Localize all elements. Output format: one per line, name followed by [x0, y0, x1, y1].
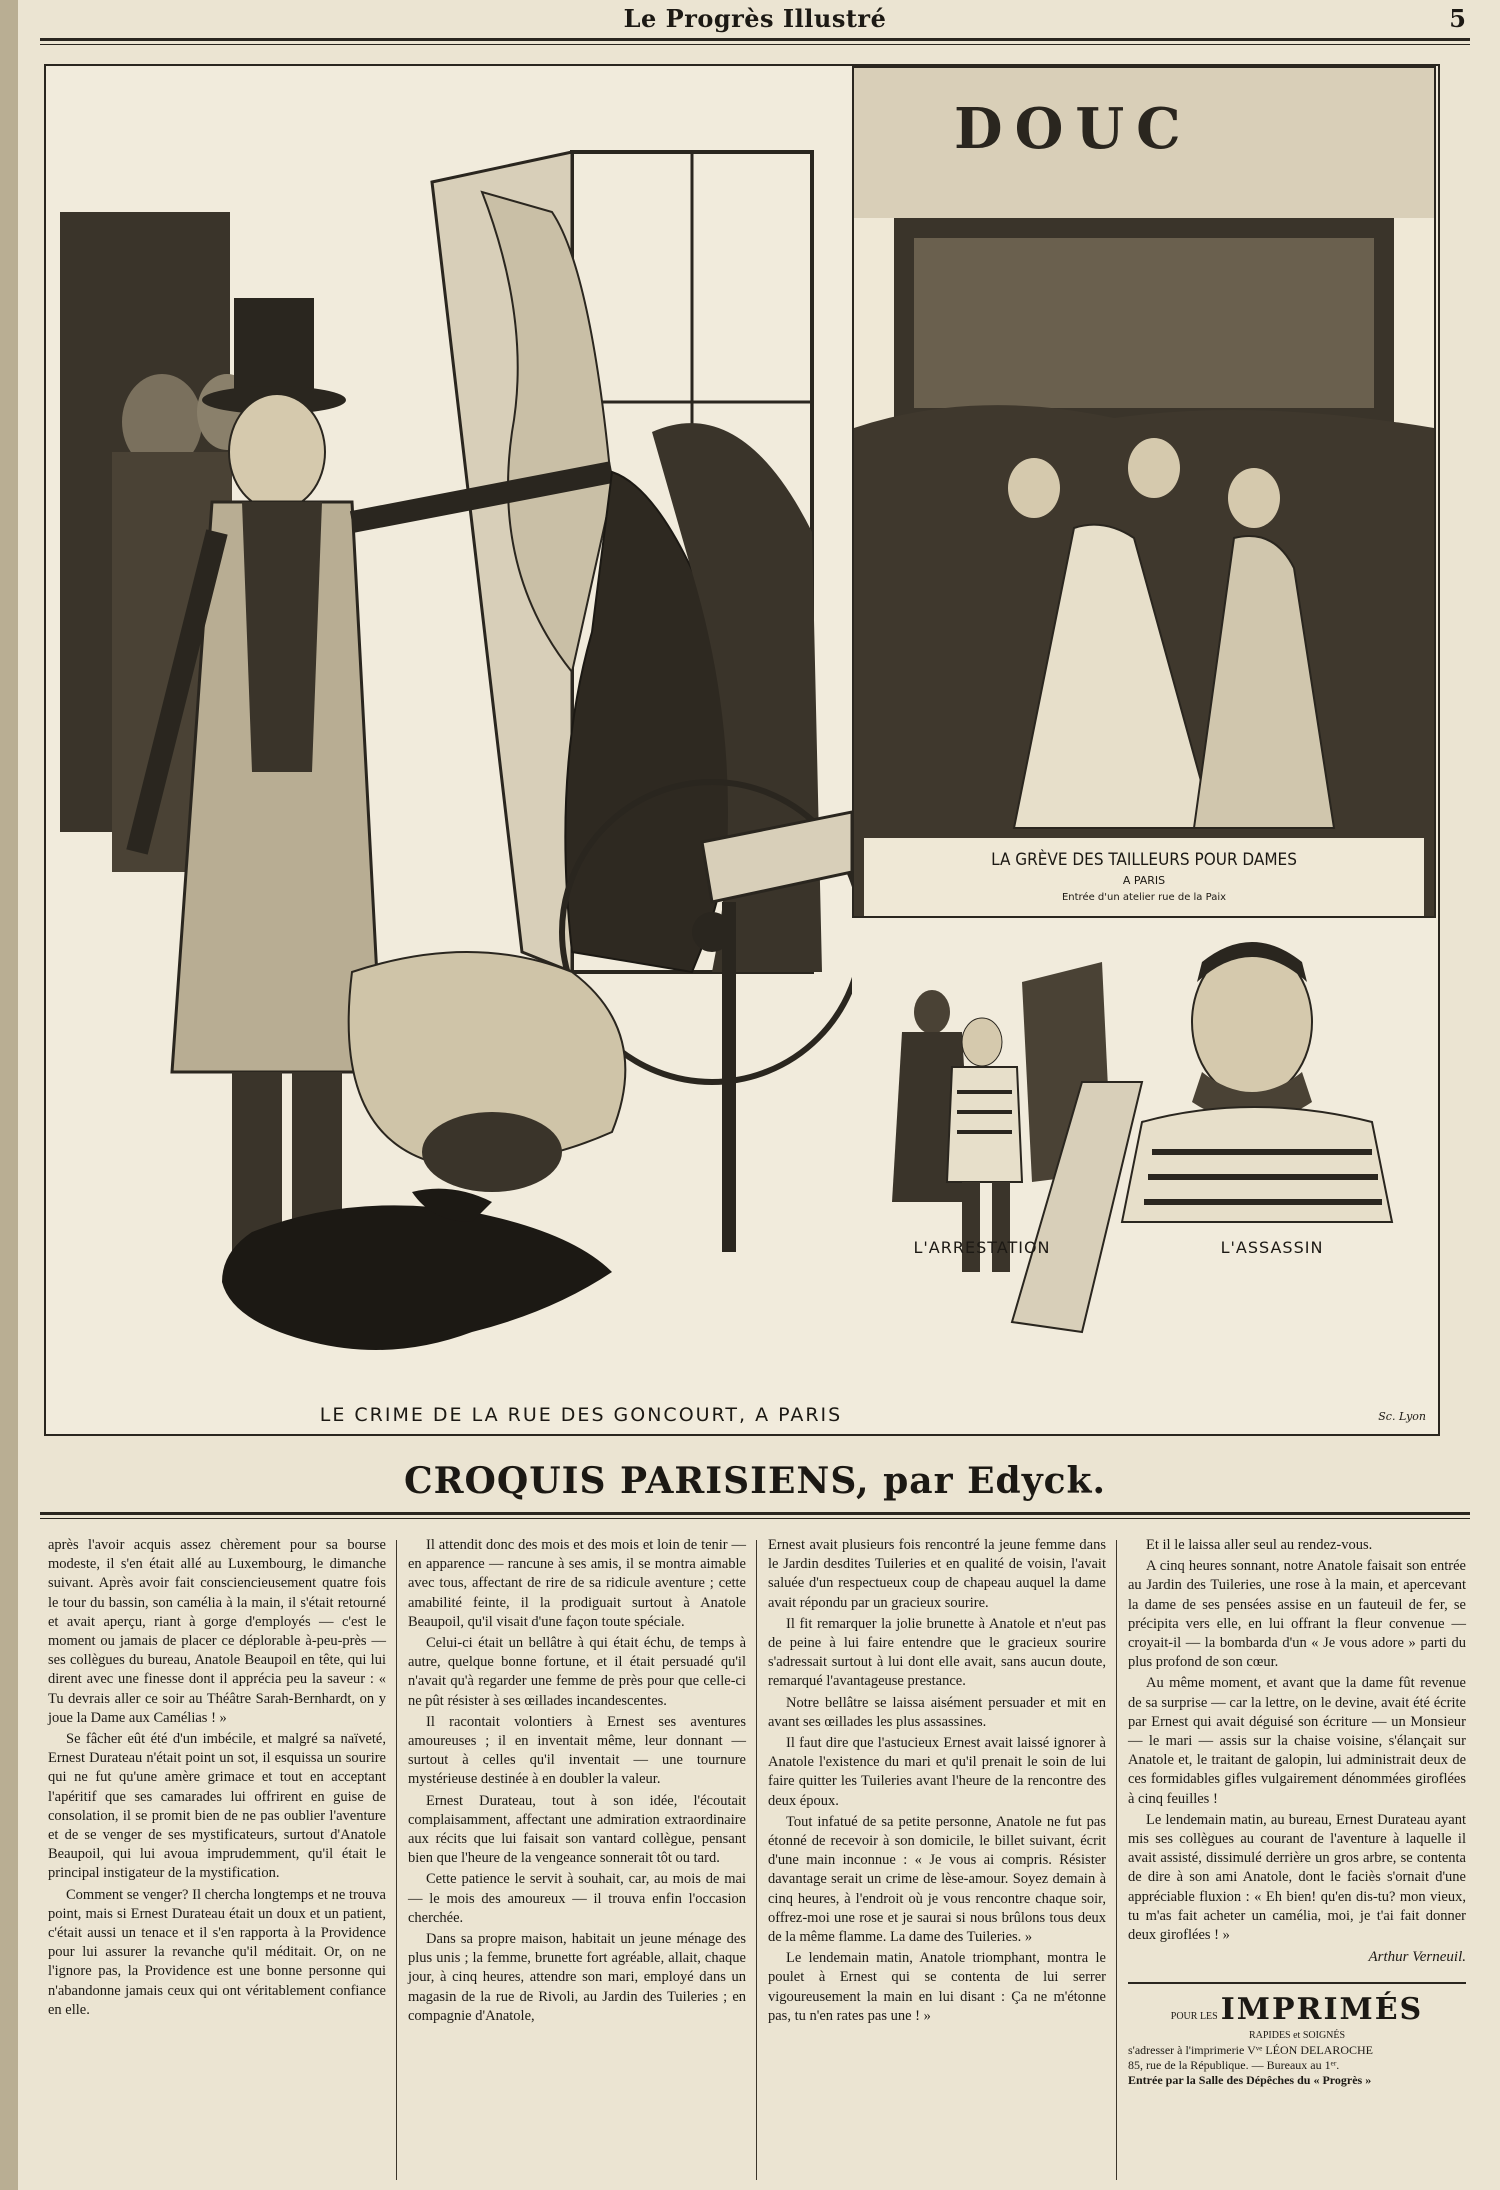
paragraph: Ernest Durateau, tout à son idée, l'écoutait complaisamment, affectant une admiration extraordinaire aux récits que lui faisait son vantard collègue, pensant bien que l'heure de la vengeance sonnerait tôt ou tard.	[408, 1792, 746, 1867]
crime-scene-drawing	[52, 72, 852, 1372]
paragraph: Notre bellâtre se laissa aisément persuader et mit en avant ses œillades les plus assassines.	[768, 1694, 1106, 1730]
strike-title: LA GRÈVE DES TAILLEURS POUR DAMES	[991, 850, 1297, 870]
strike-detail: Entrée d'un atelier rue de la Paix	[1061, 892, 1227, 903]
ad-line: Entrée par la Salle des Dépêches du « Progrès »	[1128, 2073, 1372, 2088]
header-rule	[40, 38, 1470, 41]
paragraph: Le lendemain matin, Anatole triomphant, montra le poulet à Ernest qui se contenta de lui serrer vigoureusement la main en lui disant : Ça ne m'étonne pas, tu n'en rates pas une ! »	[768, 1950, 1106, 2024]
article-column-2	[408, 1536, 746, 2028]
arrest-caption: L'ARRESTATION	[913, 1238, 1051, 1257]
author-signature: Arthur Verneuil.	[1368, 1949, 1466, 1966]
page-number: 5	[1449, 4, 1466, 33]
paragraph: Au même moment, et avant que la dame fût revenue de sa surprise — car la lettre, on le devine, avait été écrite par Ernest qui avait déguisé son écriture — un Monsieur — le mari — assis sur la chaise voisine, s'élançait sur Anatole et, le traitant de galopin, lui administrait deux de ces formidables gifles vulgairement dénommées giroflées à cinq feuilles !	[1128, 1675, 1466, 1807]
assassin-caption: L'ASSASSIN	[1220, 1238, 1324, 1257]
paragraph: Ernest avait plusieurs fois rencontré la jeune femme dans le Jardin desdites Tuileries et en qualité de voisin, l'avait saluée d'un respectueux coup de chapeau auquel la dame avait répondu par un gracieux sourire.	[768, 1537, 1106, 1611]
paragraph: Le lendemain matin, au bureau, Ernest Durateau ayant mis ses collègues au courant de l'aventure à laquelle il avait assisté, dissimulé derrière un gros arbre, se contenta de dire à son ami Anatole, dont le faciès s'ornait d'une appréciable fluxion : « Eh bien! qu'en dis-tu? mon vieux, tu m'as fait acheter un camélia, moi, je t'ai fait donner deux giroflées ! »	[1128, 1811, 1466, 1944]
column-separator	[396, 1540, 397, 2180]
header-rule-thin	[40, 44, 1470, 45]
paragraph: Tout infatué de sa petite personne, Anatole ne fut pas étonné de recevoir à son domicile, le billet suivant, écrit d'une main inconnue : « Je vous ai compris. Résister davantage serait un crime de lèse-amour. Soyez demain à cinq heures, à l'endroit où je vous rencontre chaque soir, offrez-moi une rose et je saurai si nous brûlons tous deux de la même flamme. La dame des Tuileries. »	[768, 1813, 1106, 1946]
section-title: CROQUIS PARISIENS, par Edyck.	[403, 1460, 1107, 1502]
paragraph: Il faut dire que l'astucieux Ernest avait laissé ignorer à Anatole l'existence du mari et qu'il prenait le soin de lui faire quitter les Tuileries avant l'heure de la rencontre des deux époux.	[768, 1735, 1106, 1809]
paragraph: Dans sa propre maison, habitait un jeune ménage des plus unis ; la femme, brunette fort agréable, allait, chaque jour, à cinq heures, attendre son mari, employé dans un magasin de la rue de Rivoli, au Jardin des Tuileries ; en compagnie d'Anatole,	[408, 1931, 746, 2024]
main-caption: LE CRIME DE LA RUE DES GONCOURT, A PARIS	[319, 1404, 843, 1426]
column-separator	[756, 1540, 757, 2180]
ad-suffix: RAPIDES et SOIGNÉS	[1248, 2030, 1346, 2042]
shop-sign: DOUC	[954, 96, 1193, 162]
article-column-4	[1128, 1536, 1466, 2088]
paragraph: Il racontait volontiers à Ernest ses aventures amoureuses ; il en inventait même, leur donnant — surtout à celles qu'il inventait — une tournure mystérieuse destinée à en doubler la valeur.	[408, 1713, 746, 1788]
paragraph: Celui-ci était un bellâtre à qui était échu, de temps à autre, quelque bonne fortune, et il était persuadé qu'il n'avait qu'à regarder une femme de près pour que celle-ci ne pût résister à ses œillades incandescentes.	[408, 1635, 746, 1709]
paragraph: Il fit remarquer la jolie brunette à Anatole et n'eut pas de peine à lui faire entendre que le gracieux sourire s'adressait surtout à lui dont elle avait, sans aucun doute, remarqué l'avantageuse prestance.	[768, 1615, 1106, 1690]
arrest-panel	[852, 922, 1432, 1362]
section-rule	[40, 1512, 1470, 1515]
paragraph: Cette patience le servit à souhait, car, au mois de mai — le mois des amoureux — il trouva enfin l'occasion cherchée.	[408, 1871, 746, 1926]
paragraph: après l'avoir acquis assez chèrement pour sa bourse modeste, il s'en était allé au Luxembourg, le dimanche suivant. Après avoir fait consciencieusement quatre fois le tour du bassin, son camélia à la main, il s'était retourné et avait aperçu, riant à gorge d'employés — c'est le moment ou jamais de placer ce déplorable à-peu-près — ses collègues du bureau, Anatole Beaupoil en tête, qui lui dirent avec une finesse dont il apprécia peu la saveur : « Tu devrais aller ce soir au Théâtre Sarah-Bernhardt, on y joue la Dame aux Camélias ! »	[48, 1537, 386, 1726]
section-rule-thin	[40, 1518, 1470, 1519]
ad-line: s'adresser à l'imprimerie Vᵛᵉ LÉON DELAROCHE	[1128, 2043, 1373, 2058]
paragraph: Se fâcher eût été d'un imbécile, et malgré sa naïveté, Ernest Durateau n'était point un sot, il esquissa un sourire qui ne fut qu'une amère grimace et tout en acceptant l'apéritif que ses camarades lui offrirent en guise de consolation, il se promit bien de ne pas oublier l'aventure et de se venger de ses mystificateurs, surtout d'Anatole Beaupoil, qui lui avoua imprudemment, qu'il était le principal instigateur de la mystification.	[48, 1731, 386, 1882]
printing-advertisement	[1128, 1982, 1466, 2088]
ad-title: IMPRIMÉS	[1220, 1992, 1424, 2028]
article-column-1	[48, 1536, 386, 2022]
strike-drawing	[854, 68, 1434, 916]
paragraph: Comment se venger? Il chercha longtemps et ne trouva point, mais si Ernest Durateau était un doux et un patient, c'était aussi un tenace et il s'en rapporta à la Providence pour lui assurer la revanche qu'il méditait. Or, on ne l'ignore pas, la Providence est une bonne personne qui n'abandonne jamais ceux qui ont véritablement confiance en elle.	[48, 1886, 386, 2018]
page-header	[40, 0, 1470, 32]
strike-panel	[852, 66, 1436, 918]
strike-subtitle: A PARIS	[1122, 874, 1166, 887]
paragraph: Il attendit donc des mois et des mois et loin de tenir — en apparence — rancune à ses amis, il se montra aimable avec tous, affectant de rire de sa ridicule aventure ; cette amabilité feinte, il la prodiguait surtout à Anatole Beaupoil, qu'il visait d'une façon toute spéciale.	[408, 1537, 746, 1630]
arrest-drawing	[852, 922, 1432, 1362]
ad-line: 85, rue de la République. — Bureaux au 1ᵉʳ.	[1128, 2058, 1340, 2073]
ad-prefix: POUR LES	[1170, 2011, 1218, 2023]
running-title: Le Progrès Illustré	[623, 4, 887, 33]
paragraph: A cinq heures sonnant, notre Anatole faisait son entrée au Jardin des Tuileries, une rose à la main, et apercevant la dame de ses pensées assise en un fauteuil de fer, se précipita vers elle, en lui offrant la fleur convenue — croyait-il — la bombarda d'un « Je vous adore » parti du plus profond de son cœur.	[1128, 1558, 1466, 1671]
paragraph: Et il le laissa aller seul au rendez-vous.	[1146, 1537, 1373, 1553]
engraving-plate	[44, 64, 1440, 1436]
article-column-3	[768, 1536, 1106, 2028]
page-edge	[0, 0, 18, 2190]
engraver-signature: Sc. Lyon	[1378, 1410, 1426, 1423]
crime-scene-engraving	[52, 72, 852, 1372]
column-separator	[1116, 1540, 1117, 2180]
